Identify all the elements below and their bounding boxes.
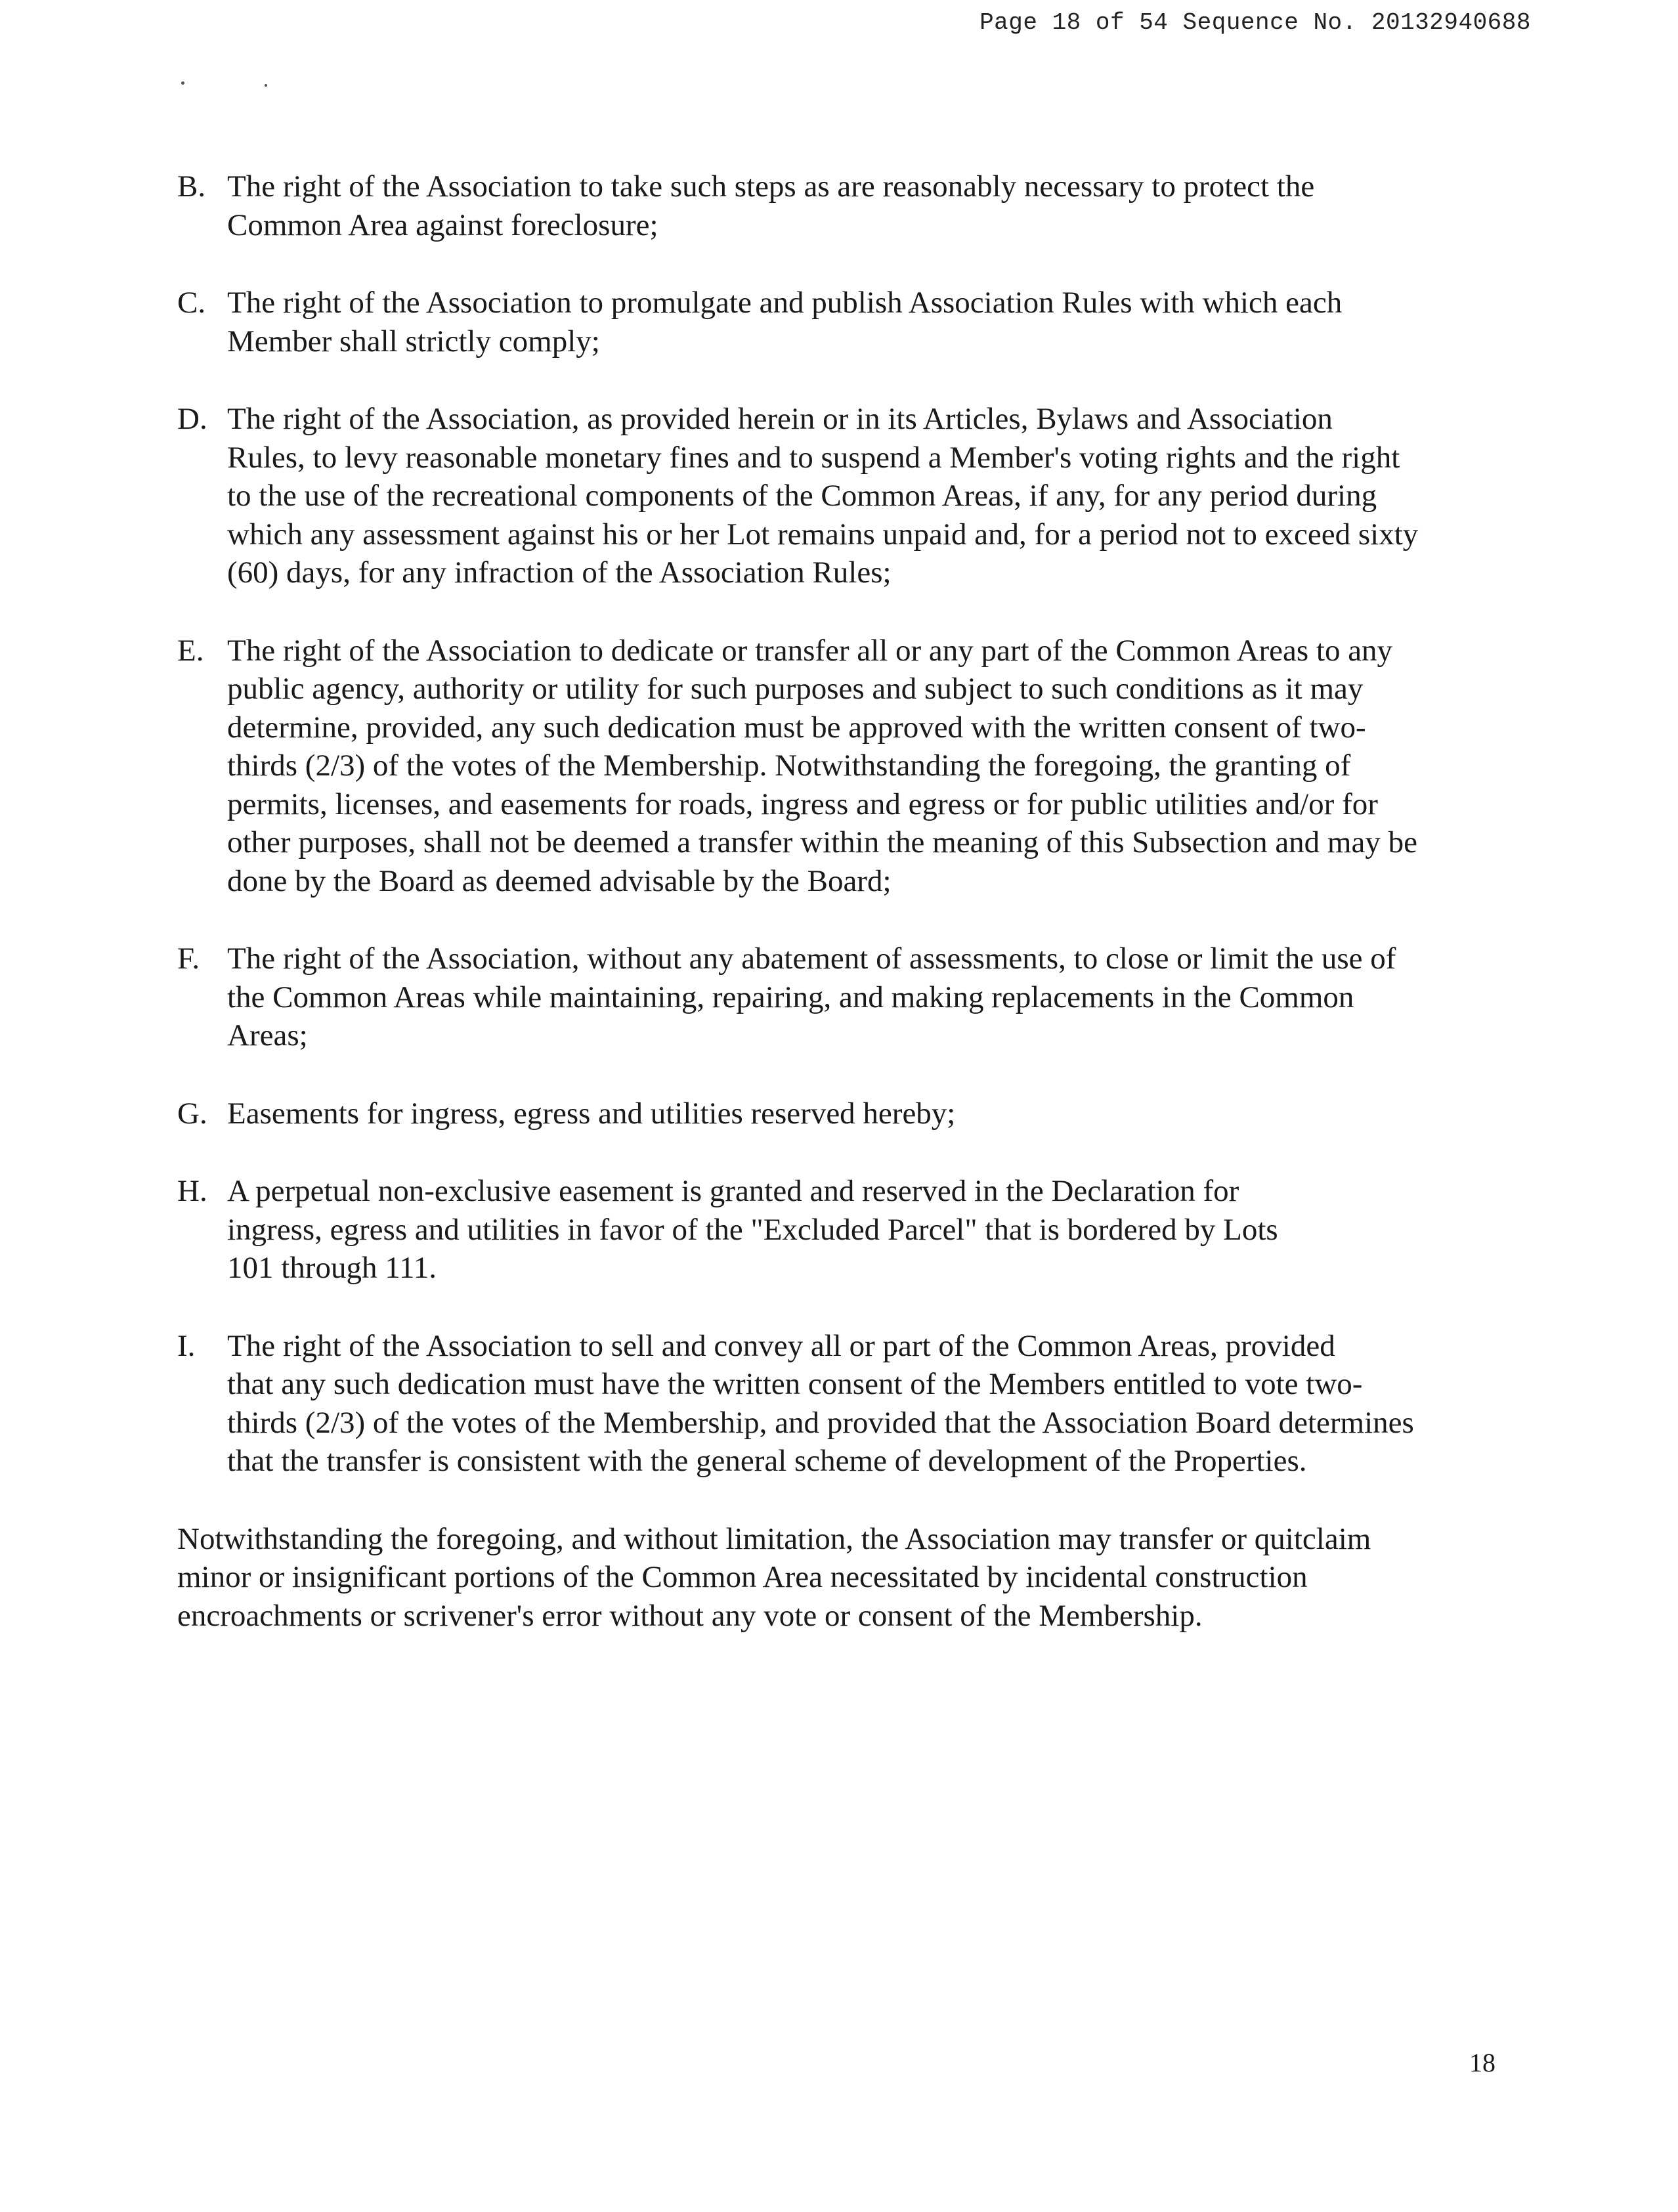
item-text: The right of the Association to take such steps as are reasonably necessary to protect the Common Area against foreclosure;	[227, 169, 1315, 242]
page-sequence-header: Page 18 of 54 Sequence No. 20132940688	[979, 9, 1531, 36]
item-letter: F.	[177, 942, 200, 976]
item-text: The right of the Association, without any abatement of assessments, to close or limit the use of the Common Areas while maintaining, repairing, and making replacements in the Common Areas;	[227, 942, 1396, 1052]
list-item-f	[177, 940, 1510, 1055]
item-letter: H.	[177, 1174, 207, 1208]
list-item-d	[177, 400, 1510, 592]
list-item-e	[177, 632, 1510, 901]
item-text: Easements for ingress, egress and utilities reserved hereby;	[227, 1096, 956, 1131]
list-item-c	[177, 284, 1510, 360]
document-body	[177, 167, 1510, 1635]
item-text: A perpetual non-exclusive easement is granted and reserved in the Declaration for ingress, egress and utilities in favor of the "Excluded Parcel" that is bordered by Lots 101 through 111.	[227, 1174, 1278, 1285]
item-letter: C.	[177, 286, 206, 320]
item-letter: I.	[177, 1328, 196, 1363]
scan-speck	[181, 81, 184, 85]
list-item-i	[177, 1327, 1510, 1481]
item-text: The right of the Association to sell and convey all or part of the Common Areas, provided that any such dedication must have the written consent of the Members entitled to vote two- thirds (2/3) of the votes of the Membership, and provided that the Association Board determines that the transfer is consistent with the general scheme of development of the Properties.	[227, 1328, 1414, 1478]
page-number: 18	[1469, 2048, 1495, 2077]
item-letter: G.	[177, 1096, 207, 1131]
item-text: The right of the Association to dedicate or transfer all or any part of the Common Areas to any public agency, authority or utility for such purposes and subject to such conditions as it may determine, provided, any such dedication must be approved with the written consent of two- thirds (2/3) of the votes of the Membership. Notwithstanding the foregoing, the granting of permits, licenses, and easements for roads, ingress and egress or for public utilities and/or for other purposes, shall not be deemed a transfer within the meaning of this Subsection and may be done by the Board as deemed advisable by the Board;	[227, 633, 1417, 898]
item-letter: B.	[177, 169, 206, 204]
item-letter: E.	[177, 633, 204, 668]
item-text: The right of the Association, as provided herein or in its Articles, Bylaws and Association Rules, to levy reasonable monetary fines and to suspend a Member's voting rights and the right to the use of the recreational components of the Common Areas, if any, for any period during which any assessment against his or her Lot remains unpaid and, for a period not to exceed sixty (60) days, for any infraction of the Association Rules;	[227, 402, 1419, 590]
item-text: The right of the Association to promulgate and publish Association Rules with which each Member shall strictly comply;	[227, 286, 1343, 358]
list-item-h	[177, 1172, 1510, 1288]
scan-speck	[265, 84, 267, 87]
closing-paragraph: Notwithstanding the foregoing, and without limitation, the Association may transfer or quitclaim minor or insignificant portions of the Common Area necessitated by incidental construction encroachments or scrivener's error without any vote or consent of the Membership.	[177, 1521, 1371, 1633]
item-letter: D.	[177, 402, 207, 436]
list-item-g	[177, 1095, 1510, 1133]
list-item-b	[177, 167, 1510, 244]
